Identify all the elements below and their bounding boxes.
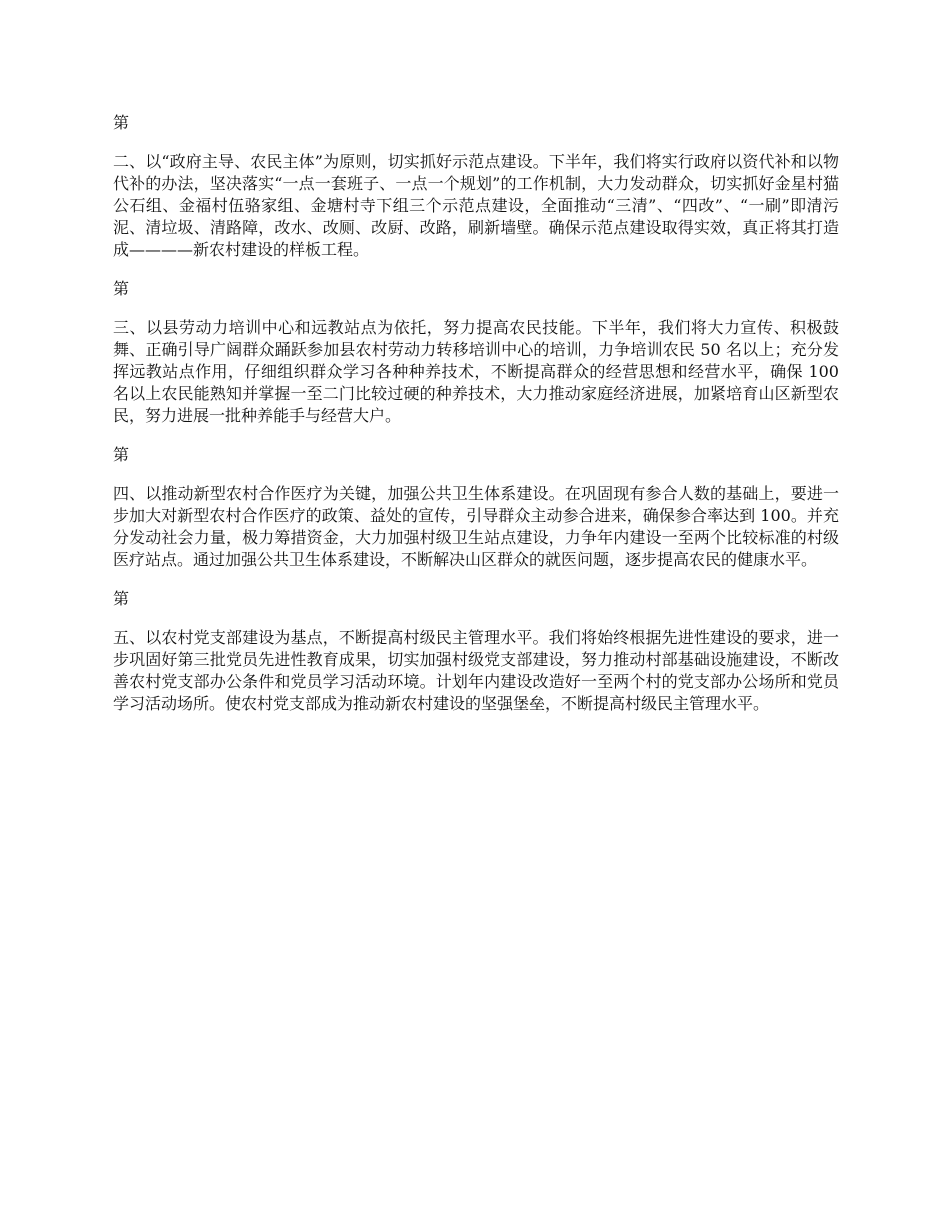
section-paragraph: 五、以农村党支部建设为基点，不断提高村级民主管理水平。我们将始终根据先进性建设的要求，进一步巩固好第三批党员先进性教育成果，切实加强村级党支部建设，努力推动村部基础设施建设，不断改善农村党支部办公条件和党员学习活动环境。计划年内建设改造好一至两个村的党支部办公场所和党员学习活动场所。使农村党支部成为推动新农村建设的坚强堡垒，不断提高村级民主管理水平。 xyxy=(113,628,839,713)
section-3 xyxy=(113,278,839,427)
section-paragraph: 四、以推动新型农村合作医疗为关键，加强公共卫生体系建设。在巩固现有参合人数的基础上，要进一步加大对新型农村合作医疗的政策、益处的宣传，引导群众主动参合进来，确保参合率达到 100。并充分发动社会力量，极力筹措资金，大力加强村级卫生站点建设，力争年内建设一至两个比较标准的村级医疗站点。通过加强公共卫生体系建设，不断解决山区群众的就医问题，逐步提高农民的健康水平。 xyxy=(113,484,839,569)
section-4 xyxy=(113,444,839,571)
document-body xyxy=(113,112,839,732)
section-marker: 第 xyxy=(113,445,130,464)
section-marker: 第 xyxy=(113,113,130,132)
section-marker: 第 xyxy=(113,589,130,608)
section-marker: 第 xyxy=(113,279,130,298)
section-5 xyxy=(113,588,839,715)
section-2 xyxy=(113,112,839,261)
section-paragraph: 二、以“政府主导、农民主体”为原则，切实抓好示范点建设。下半年，我们将实行政府以资代补和以物代补的办法，坚决落实“一点一套班子、一点一个规划”的工作机制，大力发动群众，切实抓好金星村猫公石组、金福村伍骆家组、金塘村寺下组三个示范点建设，全面推动“三清”、“四改”、“一刷”即清污泥、清垃圾、清路障，改水、改厕、改厨、改路，刷新墙壁。确保示范点建设取得实效，真正将其打造成————新农村建设的样板工程。 xyxy=(113,152,839,259)
section-paragraph: 三、以县劳动力培训中心和远教站点为依托，努力提高农民技能。下半年，我们将大力宣传、积极鼓舞、正确引导广阔群众踊跃参加县农村劳动力转移培训中心的培训，力争培训农民 50 名以上；充分发挥远教站点作用，仔细组织群众学习各种种养技术，不断提高群众的经营思想和经营水平，确保 100 名以上农民能熟知并掌握一至二门比较过硬的种养技术，大力推动家庭经济进展，加紧培育山区新型农民，努力进展一批种养能手与经营大户。 xyxy=(113,318,839,425)
